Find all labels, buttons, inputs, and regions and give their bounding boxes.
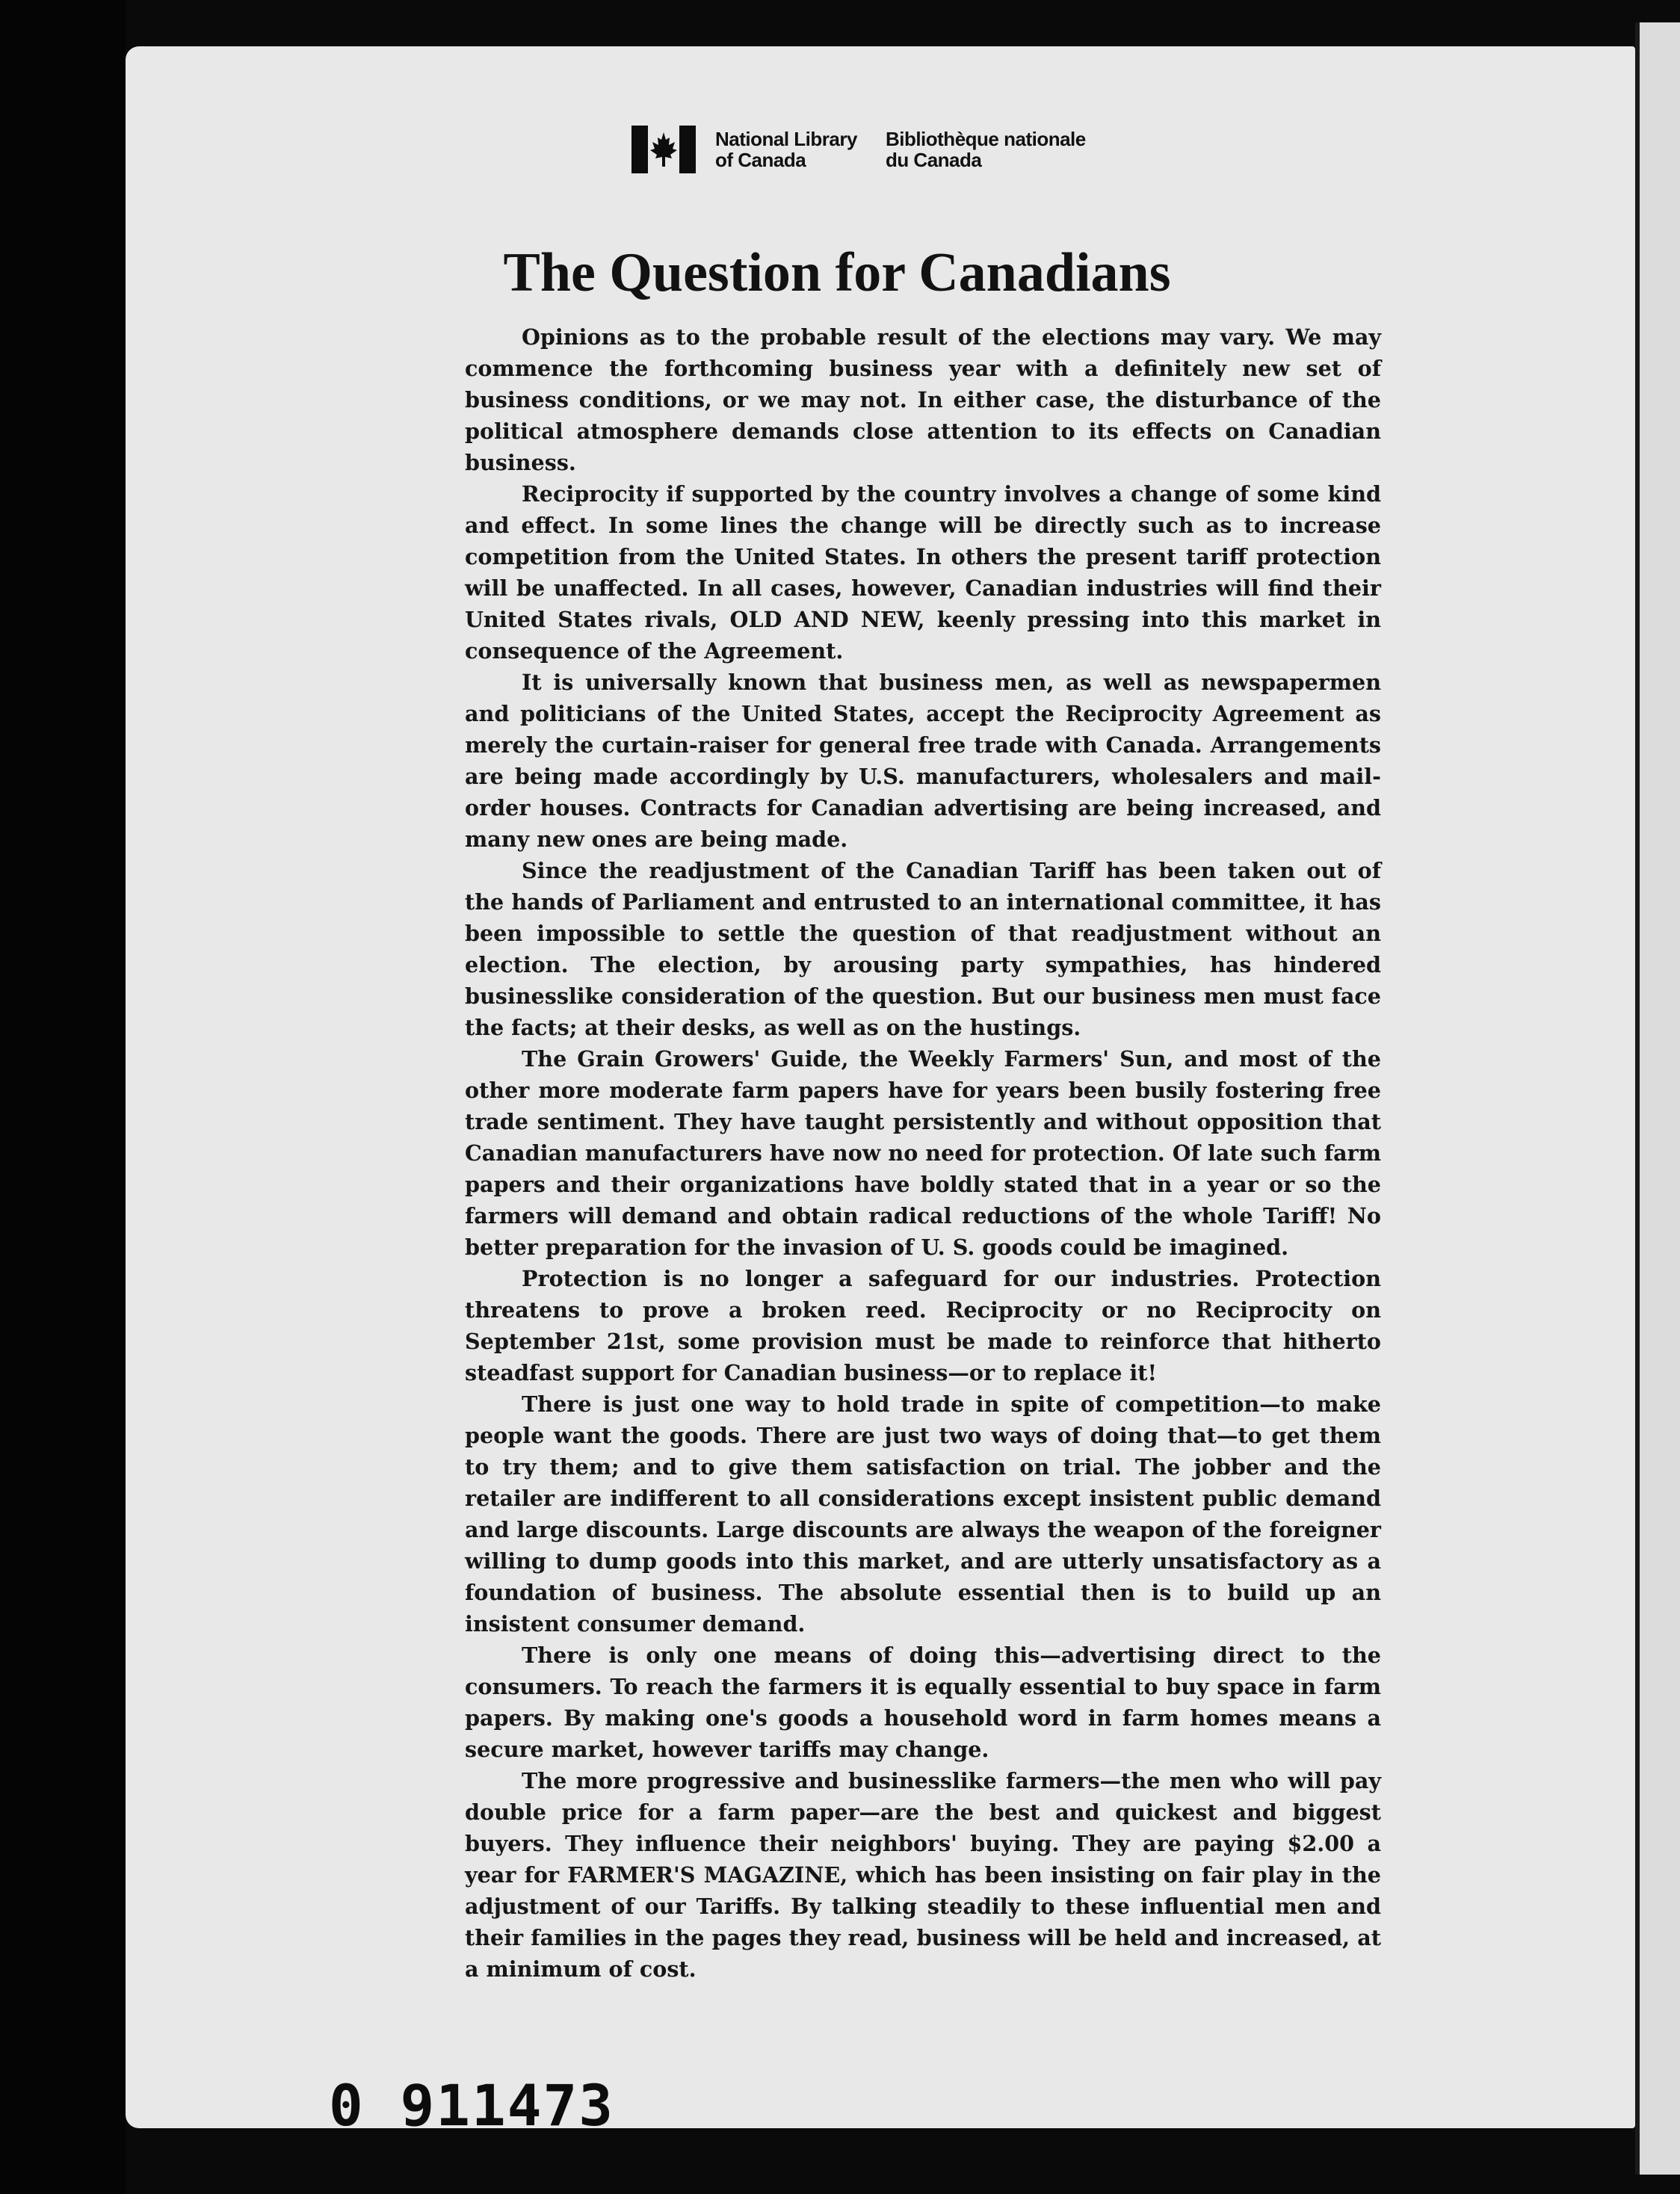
paragraph: Protection is no longer a safeguard for our industries. Protection threatens to prove a broken reed. Reciprocity or no Reciprocity on September 21st, some provision must be made to reinforce that hitherto steadfast support for Canadian business—or to replace it! [465,1266,1381,1385]
scan-right-border [1635,22,1680,2175]
maple-leaf-icon [648,126,679,173]
paragraph: The Grain Growers' Guide, the Weekly Farmers' Sun, and most of the other more moderate farm papers have for years been busily fostering free trade sentiment. They have taught persistently and without opposition that Canadian manufacturers have now no need for protection. Of late such farm papers and their organizations have boldly stated that in a year or so the farmers will demand and obtain radical reductions of the whole Tariff! No better preparation for the invasion of U. S. goods could be imagined. [465,1046,1381,1260]
scan-left-border [0,0,126,2194]
english-name-line2: of Canada [715,149,806,171]
french-name-line2: du Canada [885,149,982,171]
paragraph: The more progressive and businesslike farmers—the men who will pay double price for a farm paper—are the best and quickest and biggest buyers. They influence their neighbors' buying. They are paying $2.00 a year for FARMER'S MAGAZINE, which has been insisting on fair play in the adjustment of our Tariffs. By talking steadily to these influential men and their families in the pages they read, business will be held and increased, at a minimum of cost. [465,1768,1381,1982]
national-library-maple-leaf-logo [631,126,696,173]
paragraph: It is universally known that business men, as well as newspapermen and politicians of the United States, accept the Reciprocity Agreement as merely the curtain-raiser for general free trade with Canada. Arrangements are being made accordingly by U.S. manufacturers, wholesalers and mail-order houses. Contracts for Canadian advertising are being increased, and many new ones are being made. [465,670,1381,852]
logo-left-bar [631,126,648,173]
paragraph: There is just one way to hold trade in spite of competition—to make people want the goods. There are just two ways of doing that—to get them to try them; and to give them satisfaction on trial. The jobber and the retailer are indifferent to all considerations except insistent public demand and large discounts. Large discounts are always the weapon of the foreigner willing to dump goods into this market, and are utterly unsatisfactory as a foundation of business. The absolute essential then is to build up an insistent consumer demand. [465,1391,1381,1637]
english-name-line1: National Library [715,128,857,150]
library-header [631,123,1114,176]
paragraph: Opinions as to the probable result of the elections may vary. We may commence the forthcoming business year with a definitely new set of business conditions, or we may not. In either case, the disturbance of the political atmosphere demands close attention to its effects on Canadian business. [465,324,1381,475]
paragraph: Since the readjustment of the Canadian Tariff has been taken out of the hands of Parliament and entrusted to an international committee, it has been impossible to settle the question of that readjustment without an election. The election, by arousing party sympathies, has hindered businesslike consideration of the question. But our business men must face the facts; at their desks, as well as on the hustings. [465,858,1381,1040]
paragraph: Reciprocity if supported by the country involves a change of some kind and effect. In some lines the change will be directly such as to increase competition from the United States. In others the present tariff protection will be unaffected. In all cases, however, Canadian industries will find their United States rivals, OLD AND NEW, keenly pressing into this market in consequence of the Agreement. [465,481,1381,664]
french-library-name [886,129,1086,170]
article-body [465,321,1381,1985]
logo-right-bar [679,126,696,173]
paragraph: There is only one means of doing this—advertising direct to the consumers. To reach the farmers it is equally essential to buy space in farm papers. By making one's goods a household word in farm homes means a secure market, however tariffs may change. [465,1643,1381,1762]
english-library-name [715,129,857,170]
microfiche-document-number: 0 911473 [329,2072,615,2139]
document-title: The Question for Canadians [503,242,1171,303]
french-name-line1: Bibliothèque nationale [885,128,1086,150]
